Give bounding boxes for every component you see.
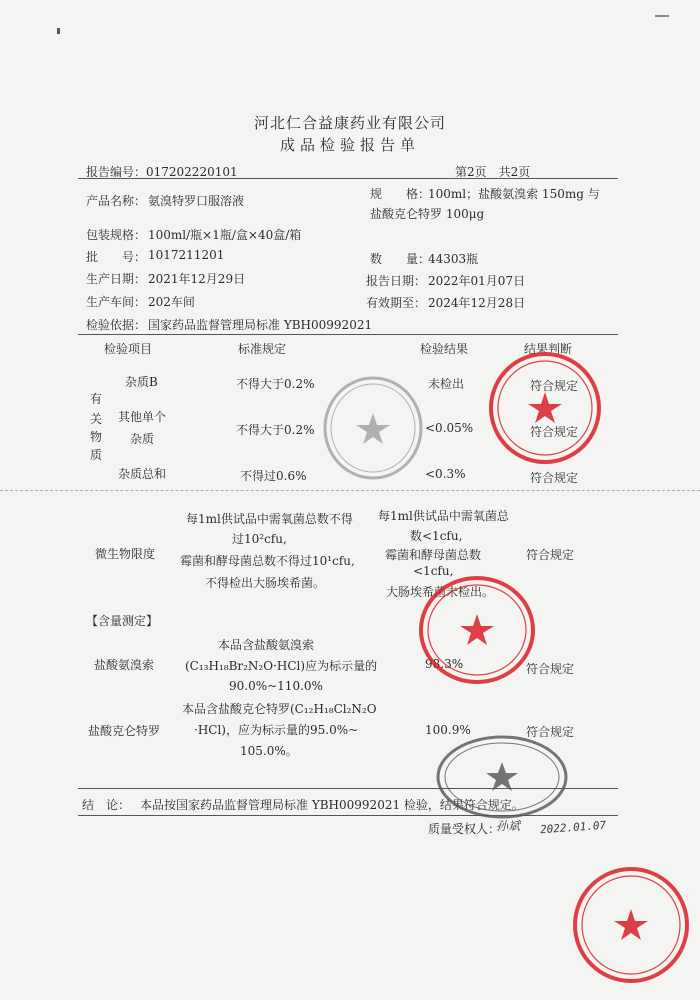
basis-label: 检验依据： (86, 318, 147, 332)
workshop: 202车间 (148, 295, 195, 309)
clenbuterol-standard-1: 本品含盐酸克仑特罗(C₁₂H₁₈Cl₂N₂O (182, 702, 377, 716)
microbial-result-1: 每1ml供试品中需氧菌总 (378, 509, 509, 523)
report-date-label: 报告日期： (366, 274, 427, 288)
workshop-label: 生产车间： (86, 295, 147, 309)
expiry-date: 2024年12月28日 (428, 296, 526, 310)
assay-section-title: 【含量测定】 (86, 614, 159, 628)
grey-inspection-stamp (318, 373, 428, 483)
single-impurity-standard: 不得大于0.2% (236, 423, 315, 437)
header-result: 检验结果 (420, 342, 469, 356)
single-impurity-name-1: 其他单个 (118, 410, 167, 424)
scan-mark (655, 15, 669, 17)
single-impurity-result: <0.05% (425, 421, 474, 435)
ambroxol-standard-3: 90.0%~110.0% (229, 679, 323, 693)
red-quality-stamp-bottom (568, 862, 693, 987)
impurity-b-judgement: 符合规定 (530, 379, 579, 393)
page-info: 第2页 共2页 (455, 165, 531, 179)
production-date: 2021年12月29日 (148, 272, 246, 286)
quantity: 44303瓶 (428, 252, 479, 266)
microbial-standard-1: 每1ml供试品中需氧菌总数不得 (186, 512, 353, 526)
header-standard: 标准规定 (238, 342, 287, 356)
single-impurity-judgement: 符合规定 (530, 425, 579, 439)
single-impurity-name-2: 杂质 (130, 432, 155, 446)
report-date: 2022年01月07日 (428, 274, 526, 288)
product-name: 氨溴特罗口服溶液 (148, 194, 245, 208)
scan-mark (57, 28, 60, 34)
microbial-standard-3: 霉菌和酵母菌总数不得过10¹cfu, (180, 554, 355, 568)
related-group-char: 有 (90, 392, 103, 406)
production-date-label: 生产日期： (86, 272, 147, 286)
microbial-result-3: 霉菌和酵母菌总数 (385, 548, 482, 562)
clenbuterol-standard-2: ·HCl)，应为标示量的95.0%~ (194, 723, 359, 737)
table-top-rule (78, 334, 618, 335)
pack-label: 包装规格： (86, 228, 147, 242)
conclusion-label: 结 论： (82, 798, 131, 812)
qa-label: 质量受权人： (428, 822, 501, 836)
clenbuterol-judgement: 符合规定 (526, 725, 575, 739)
ambroxol-judgement: 符合规定 (526, 662, 575, 676)
spec-line-2: 盐酸克仑特罗 100μg (370, 207, 485, 221)
qa-signature: 孙斌 (496, 819, 521, 833)
microbial-result-5: 大肠埃希菌未检出。 (386, 585, 495, 599)
impurity-b-result: 未检出 (428, 377, 465, 391)
clenbuterol-result: 100.9% (425, 723, 471, 737)
impurity-b-name: 杂质B (125, 375, 158, 389)
clenbuterol-standard-3: 105.0%。 (240, 744, 298, 758)
batch-number: 1017211201 (148, 248, 225, 262)
spec-label: 规 格： (370, 187, 431, 201)
total-impurity-judgement: 符合规定 (530, 471, 579, 485)
microbial-standard-4: 不得检出大肠埃希菌。 (205, 576, 326, 590)
related-group-char: 关 (90, 412, 103, 426)
grey-company-stamp (432, 730, 572, 825)
conclusion-text: 本品按国家药品监督管理局标准 YBH00992021 检验，结果符合规定。 (140, 798, 524, 812)
microbial-standard-2: 过10²cfu, (232, 532, 287, 546)
spec-line-1: 100ml；盐酸氨溴索 150mg 与 (428, 187, 600, 201)
clenbuterol-name: 盐酸克仑特罗 (88, 724, 161, 738)
header-item: 检验项目 (104, 342, 153, 356)
impurity-b-standard: 不得大于0.2% (236, 377, 315, 391)
red-quality-stamp-middle (412, 570, 542, 700)
header-judgement: 结果判断 (524, 342, 573, 356)
microbial-judgement: 符合规定 (526, 548, 575, 562)
ambroxol-result: 98.3% (425, 657, 464, 671)
qa-date: 2022.01.07 (539, 818, 607, 837)
header-rule (78, 178, 618, 179)
total-impurity-name: 杂质总和 (118, 467, 167, 481)
expiry-label: 有效期至： (366, 296, 427, 310)
company-name: 河北仁合益康药业有限公司 (253, 114, 446, 132)
ambroxol-standard-2: (C₁₃H₁₈Br₂N₂O·HCl)应为标示量的 (185, 659, 378, 673)
microbial-result-4: <1cfu, (413, 564, 454, 578)
report-title: 成品检验报告单 (279, 136, 420, 154)
total-impurity-standard: 不得过0.6% (240, 469, 307, 483)
microbial-name: 微生物限度 (95, 547, 156, 561)
scan-fold-line (0, 490, 700, 491)
batch-label: 批 号： (86, 250, 147, 264)
product-name-label: 产品名称： (86, 194, 147, 208)
test-basis: 国家药品监督管理局标准 YBH00992021 (148, 318, 373, 332)
related-group-char: 质 (90, 448, 103, 462)
total-impurity-result: <0.3% (425, 467, 466, 481)
ambroxol-standard-1: 本品含盐酸氨溴索 (218, 638, 315, 652)
ambroxol-name: 盐酸氨溴索 (94, 658, 155, 672)
pack-spec: 100ml/瓶×1瓶/盒×40盒/箱 (148, 228, 302, 242)
report-number: 报告编号：017202220101 (86, 165, 238, 179)
quantity-label: 数 量： (370, 252, 431, 266)
microbial-result-2: 数<1cfu, (410, 529, 463, 543)
related-group-char: 物 (90, 430, 103, 444)
red-quality-stamp-top (485, 348, 605, 468)
